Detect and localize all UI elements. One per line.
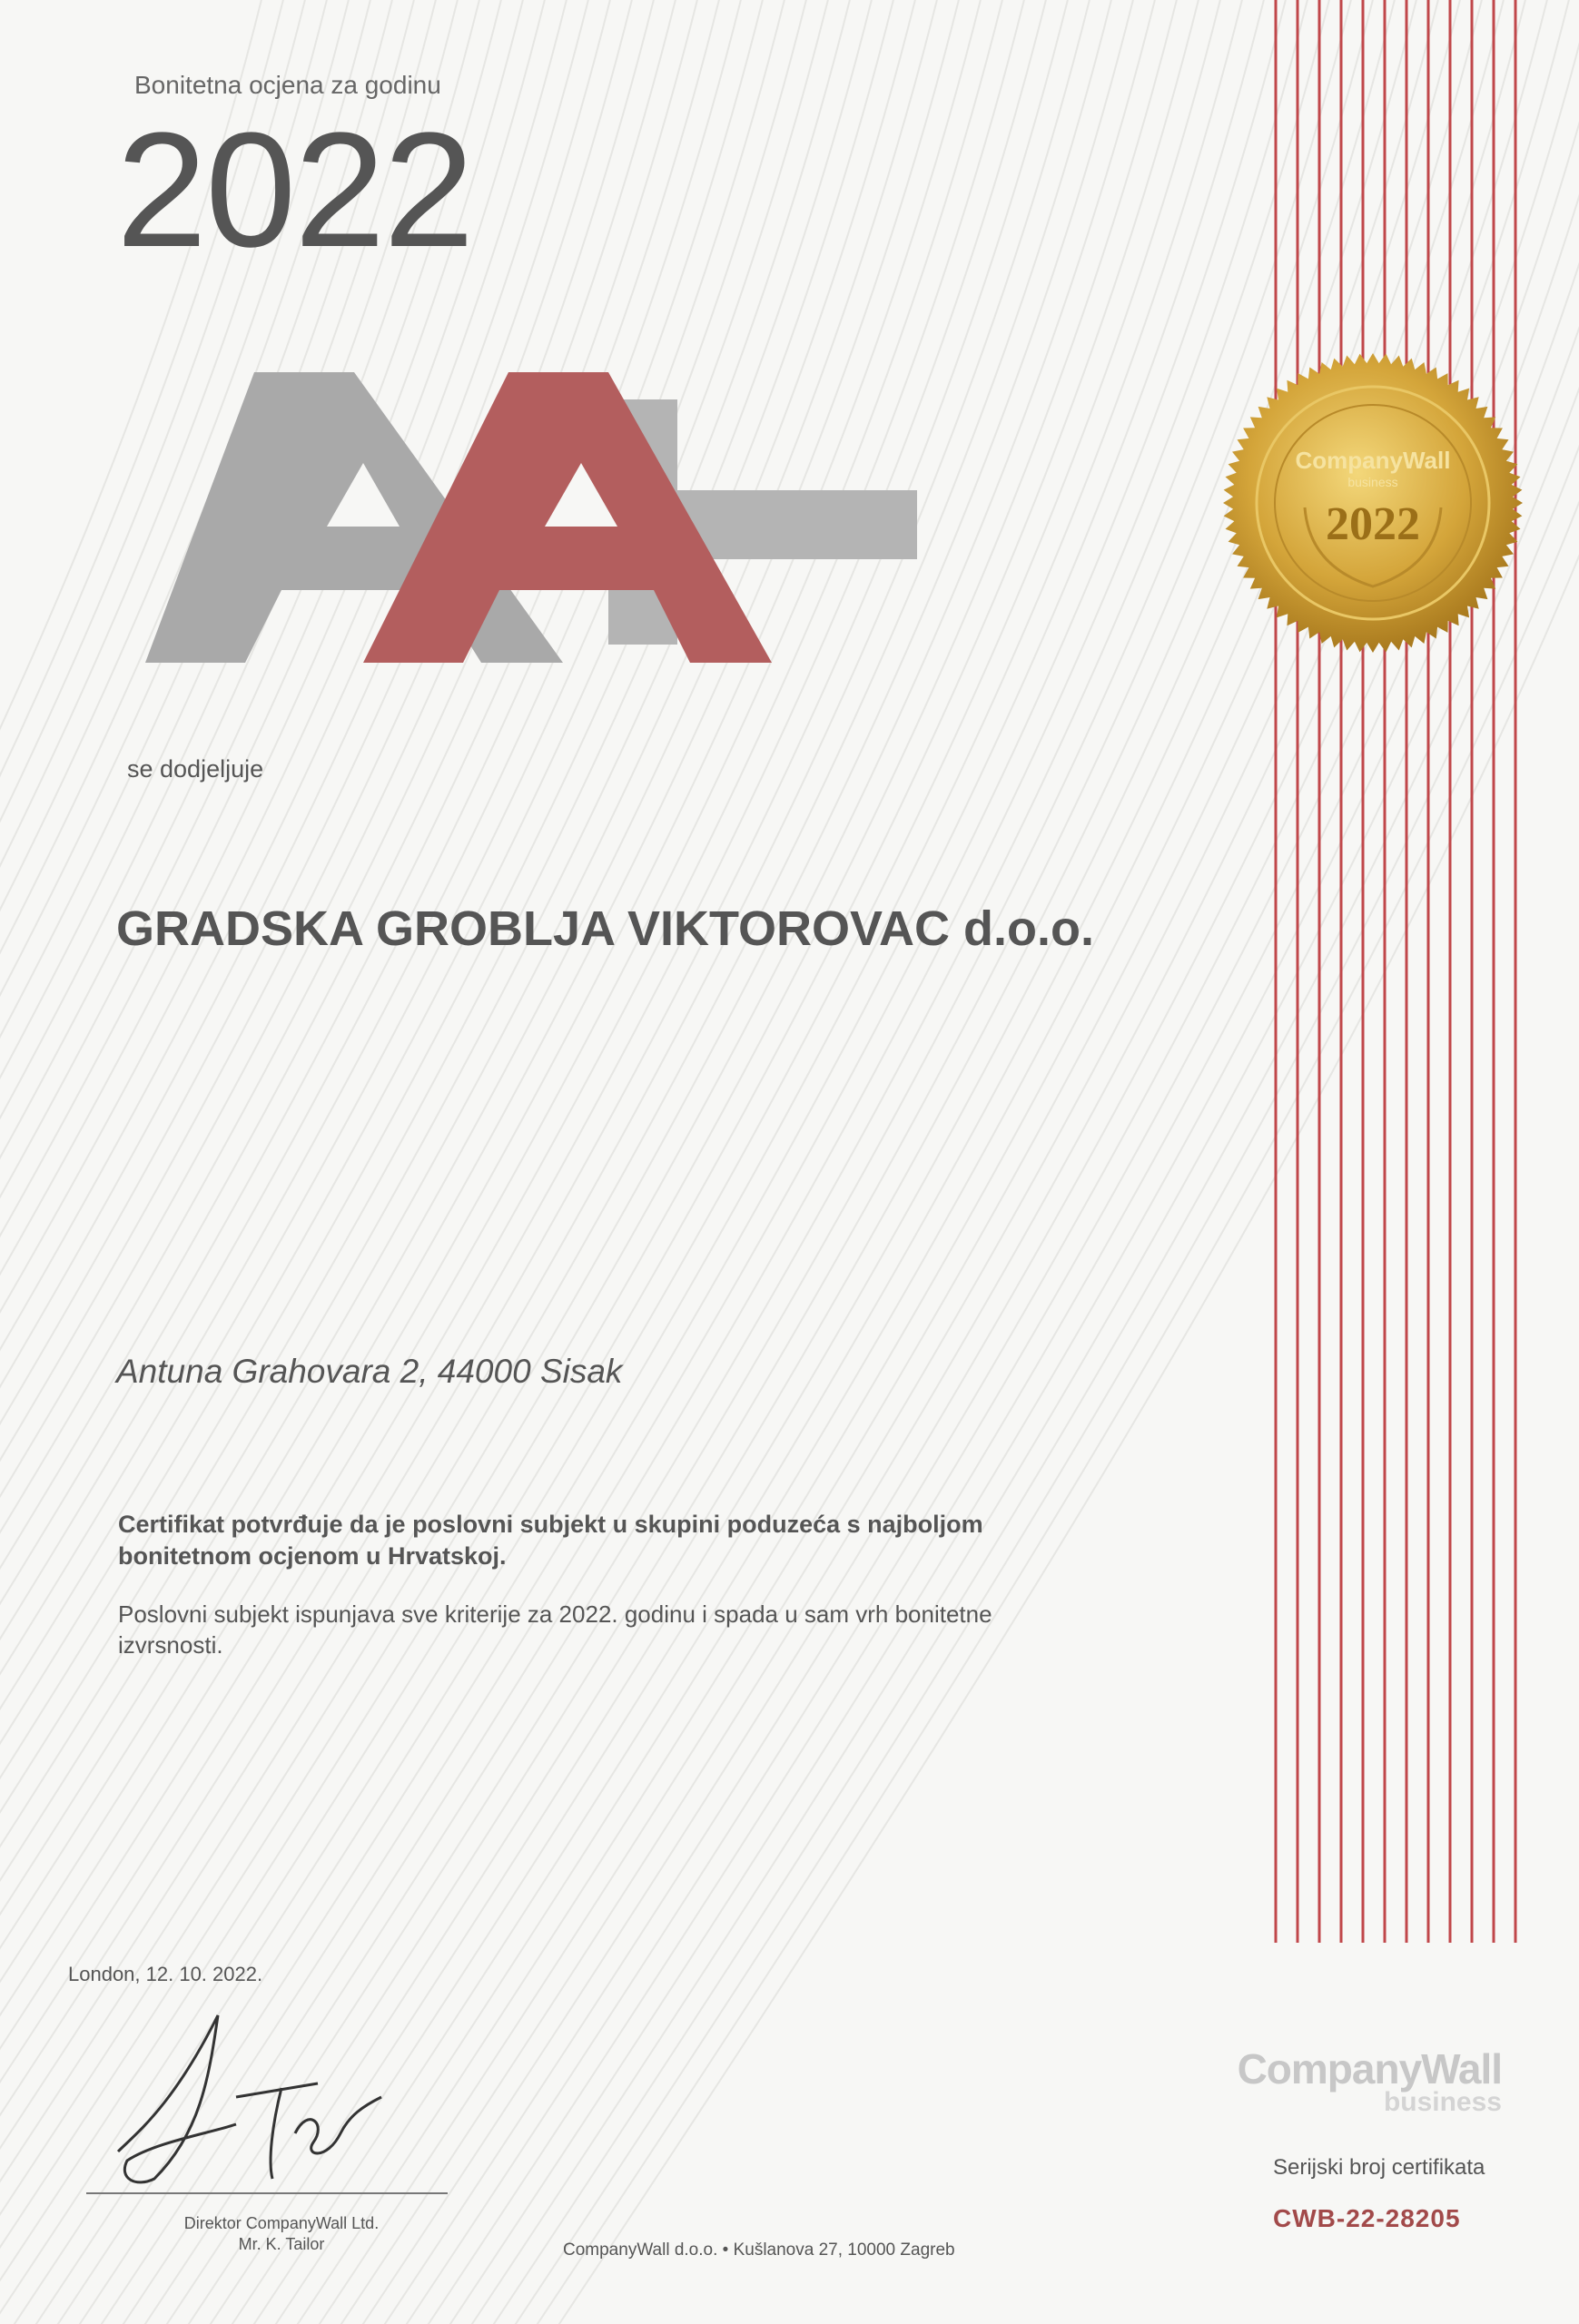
gold-seal [1219,349,1527,657]
rating-logo [127,363,917,672]
brand-name: CompanyWall [1237,2045,1502,2093]
director-name: Mr. K. Tailor [238,2235,325,2254]
director-title: Direktor CompanyWall Ltd. [183,2214,380,2232]
signature-image [100,1997,427,2215]
seal-year: 2022 [1326,498,1420,550]
rating-intro: Bonitetna ocjena za godinu [134,71,441,99]
rating-logo-text: AA+ [127,363,129,364]
rating-year: 2022 [116,99,473,281]
place-date: London, 12. 10. 2022. [68,1963,263,1985]
company-name: GRADSKA GROBLJA VIKTOROVAC d.o.o. [116,901,1095,956]
awarded-text: se dodjeljuje [127,755,264,783]
seal-sub: business [1347,475,1398,489]
company-address: Antuna Grahovara 2, 44000 Sisak [116,1353,623,1390]
confirmation-text: Certifikat potvrđuje da je poslovni subjekt u skupini poduzeća s najboljom bonitetnom ocjenom u Hrvatskoj. [118,1511,983,1571]
criteria-text: Poslovni subjekt ispunjava sve kriterije za 2022. godinu i spada u sam vrh bonitetne izvrsnosti. [118,1600,992,1659]
brand-sub: business [1383,2087,1502,2117]
seal-brand: CompanyWall [1295,447,1451,474]
serial-label: Serijski broj certifikata [1273,2155,1485,2180]
signature-line [86,2192,448,2194]
director-block [91,2213,472,2256]
footer-address: CompanyWall d.o.o. • Kušlanova 27, 10000 Zagreb [563,2240,955,2260]
companywall-logo [1224,2045,1502,2117]
serial-number: CWB-22-28205 [1273,2204,1461,2232]
decorative-red-lines [1267,0,1539,1943]
